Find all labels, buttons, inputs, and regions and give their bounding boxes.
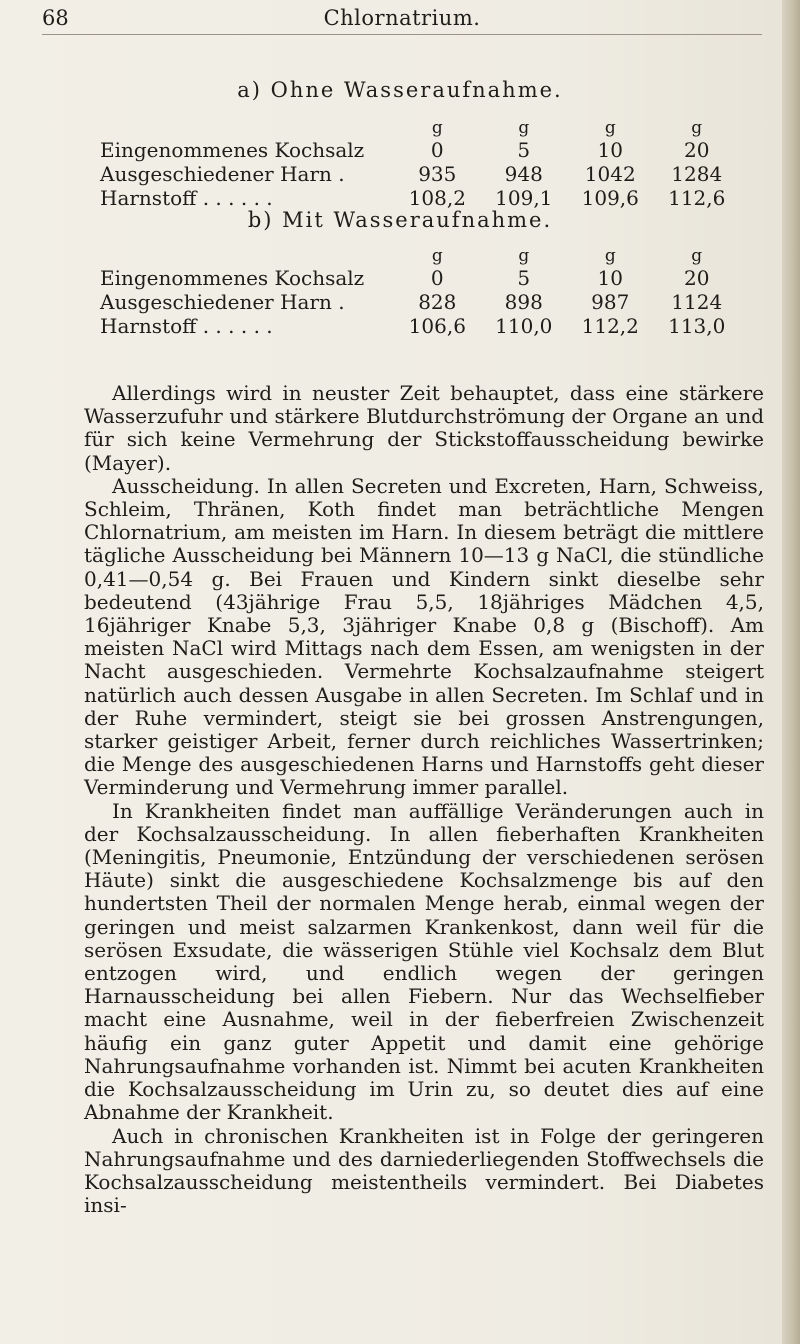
section-a-heading: a) Ohne Wasseraufnahme. — [237, 78, 563, 102]
row-label: Eingenommenes Kochsalz — [100, 138, 365, 162]
table-units-row — [100, 118, 740, 138]
cell: 109,6 — [581, 186, 639, 210]
cell: 5 — [517, 266, 531, 290]
page-header — [42, 6, 762, 36]
row-label: Harnstoff . . . . . . — [100, 314, 273, 338]
cell: 10 — [597, 138, 623, 162]
cell: 5 — [517, 138, 531, 162]
table-row — [100, 314, 740, 338]
paragraph-allerdings: Allerdings wird in neuster Zeit behauptet, dass eine stärkere Wasserzufuhr und stärkere Blutdurchströmung der Organe an und für sich keine Vermehrung der Stickstoffausscheidung bewirke (Mayer). — [84, 381, 764, 475]
cell: 1284 — [671, 162, 723, 186]
cell: 20 — [684, 266, 710, 290]
table-row — [100, 186, 740, 210]
table-row — [100, 290, 740, 314]
unit-label: g — [604, 118, 616, 138]
cell: 0 — [430, 266, 444, 290]
unit-label: g — [431, 246, 443, 266]
unit-label: g — [518, 246, 530, 266]
cell: 113,0 — [668, 314, 726, 338]
cell: 109,1 — [495, 186, 553, 210]
table-with-water — [100, 246, 740, 338]
section-b-heading: b) Mit Wasseraufnahme. — [247, 208, 553, 232]
cell: 108,2 — [408, 186, 466, 210]
unit-label: g — [691, 118, 703, 138]
cell: 898 — [504, 290, 543, 314]
table-row — [100, 266, 740, 290]
cell: 112,6 — [668, 186, 726, 210]
body-text — [84, 382, 764, 1217]
cell: 948 — [504, 162, 543, 186]
cell: 110,0 — [495, 314, 553, 338]
cell: 20 — [684, 138, 710, 162]
row-label: Ausgeschiedener Harn . — [100, 162, 345, 186]
table-without-water — [100, 118, 740, 210]
cell: 10 — [597, 266, 623, 290]
cell: 106,6 — [408, 314, 466, 338]
cell: 0 — [430, 138, 444, 162]
row-label: Eingenommenes Kochsalz — [100, 266, 365, 290]
paragraph-krankheiten: In Krankheiten findet man auffällige Veränderungen auch in der Kochsalzausscheidung. In allen fieberhaften Krankheiten (Meningitis, Pneumonie, Entzündung der verschiedenen serösen Häute) sinkt die ausgeschiedene Kochsalzmenge bis auf den hundertsten Theil der normalen Menge herab, einmal wegen der geringen und meist salzarmen Krankenkost, dann weil für die serösen Exsudate, die wässerigen Stühle viel Kochsalz dem Blut entzogen wird, und endlich wegen der geringen Harnausscheidung bei allen Fiebern. Nur das Wechselfieber macht eine Ausnahme, weil in der fieberfreien Zwischenzeit häufig ein ganz guter Appetit und damit eine gehörige Nahrungsaufnahme vorhanden ist. Nimmt bei acuten Krankheiten die Kochsalzausscheidung im Urin zu, so deutet dies auf eine Abnahme der Krankheit. — [84, 798, 764, 1125]
cell: 1042 — [584, 162, 636, 186]
table-units-row — [100, 246, 740, 266]
cell: 828 — [418, 290, 457, 314]
cell: 1124 — [671, 290, 723, 314]
row-label: Ausgeschiedener Harn . — [100, 290, 345, 314]
cell: 987 — [591, 290, 630, 314]
paragraph-ausscheidung: Ausscheidung. In allen Secreten und Excreten, Harn, Schweiss, Schleim, Thränen, Koth findet man beträchtliche Mengen Chlornatrium, am meisten im Harn. In diesem beträgt die mittlere tägliche Ausscheidung bei Männern 10—13 g NaCl, die stündliche 0,41—0,54 g. Bei Frauen und Kindern sinkt dieselbe sehr bedeutend (43jährige Frau 5,5, 18jähriges Mädchen 4,5, 16jähriger Knabe 5,3, 3jähriger Knabe 0,8 g (Bischoff). Am meisten NaCl wird Mittags nach dem Essen, am wenigsten in der Nacht ausgeschieden. Vermehrte Kochsalzaufnahme steigert natürlich auch dessen Ausgabe in allen Secreten. Im Schlaf und in der Ruhe vermindert, steigt sie bei grossen Anstrengungen, starker geistiger Arbeit, ferner durch reichliches Wassertrinken; die Menge des ausgeschiedenen Harns und Harnstoffs geht dieser Verminderung und Vermehrung immer parallel. — [84, 473, 764, 800]
table-row — [100, 162, 740, 186]
cell: 935 — [418, 162, 457, 186]
header-rule — [42, 34, 762, 35]
table-row — [100, 138, 740, 162]
page-edge — [782, 0, 800, 1344]
running-title: Chlornatrium. — [323, 6, 481, 30]
unit-label: g — [604, 246, 616, 266]
cell: 112,2 — [581, 314, 639, 338]
paragraph-chronisch: Auch in chronischen Krankheiten ist in Folge der geringeren Nahrungsaufnahme und des darniederliegenden Stoffwechsels die Kochsalzausscheidung meistentheils vermindert. Bei Diabetes insi- — [84, 1123, 764, 1218]
unit-label: g — [431, 118, 443, 138]
page-number: 68 — [42, 6, 69, 30]
unit-label: g — [691, 246, 703, 266]
row-label: Harnstoff . . . . . . — [100, 186, 273, 210]
unit-label: g — [518, 118, 530, 138]
